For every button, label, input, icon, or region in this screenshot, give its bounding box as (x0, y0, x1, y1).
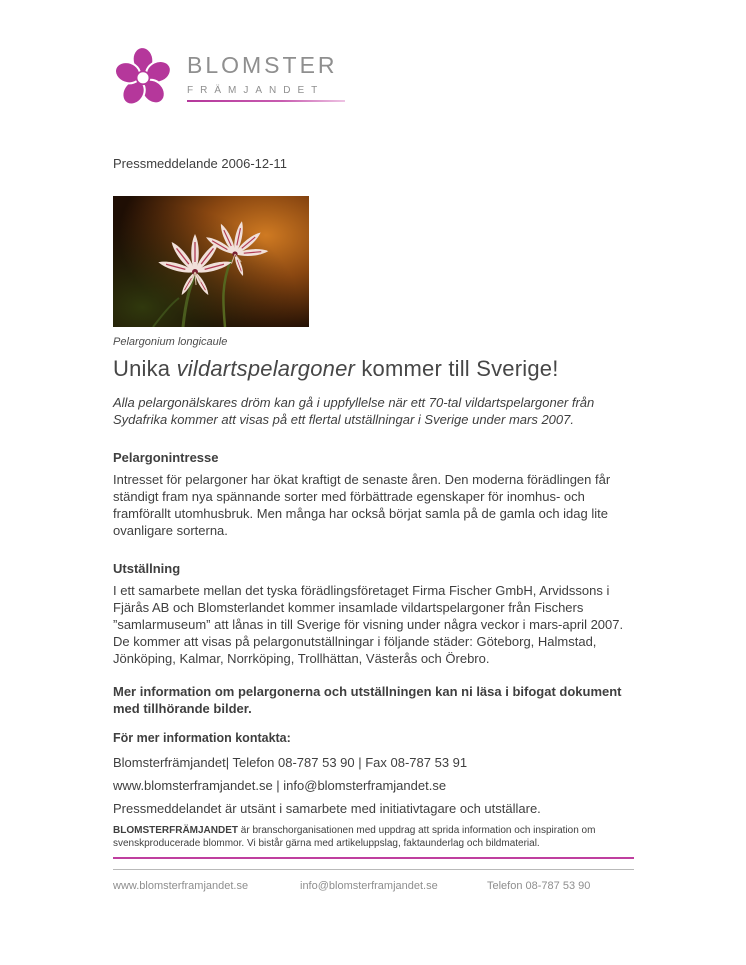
dateline: Pressmeddelande 2006-12-11 (113, 156, 287, 171)
distribution-note: Pressmeddelandet är utsänt i samarbete med initiativtagare och utställare. (113, 801, 541, 816)
headline-post: kommer till Sverige! (355, 356, 559, 381)
content-column (113, 0, 634, 892)
flower-logo-icon (113, 44, 173, 110)
photo-caption: Pelargonium longicaule (113, 336, 228, 348)
footer-email[interactable]: info@blomsterframjandet.se (300, 880, 438, 892)
link-separator: | (272, 778, 284, 793)
footer-website[interactable]: www.blomsterframjandet.se (113, 880, 249, 892)
lead-paragraph: Alla pelargonälskares dröm kan gå i uppfyllelse när ett 70-tal vildartspelargoner från Sydafrika kommer att visas på ett flertal utställningar i Sverige under mars 2007. (113, 395, 595, 427)
headline (113, 356, 634, 382)
page-footer (113, 869, 634, 892)
section-heading-utstallning: Utställning (113, 561, 181, 576)
brand-subname: FRÄMJANDET (187, 85, 325, 96)
boilerplate (113, 824, 634, 859)
email-link[interactable]: info@blomsterframjandet.se (283, 778, 447, 793)
section-body-utstallning: I ett samarbete mellan det tyska förädlingsföretaget Firma Fischer GmbH, Arvidssons i Fjärås AB och Blomsterlandet kommer insamlade vildartspelargoner från Fischers ”samlarmuseum” att lånas in till Sverige för visning under några veckor i mars-april 2007. De kommer att visas på pelargonutställningar i följande städer: Göteborg, Halmstad, Jönköping, Kalmar, Norrköping, Trollhättan, Västerås och Örebro. (113, 583, 624, 666)
contact-line: Blomsterfrämjandet| Telefon 08-787 53 90 | Fax 08-787 53 91 (113, 755, 468, 770)
brand-underline-rule (187, 100, 345, 102)
section-heading-pelargonintresse: Pelargonintresse (113, 450, 219, 465)
section-body-pelargonintresse: Intresset för pelargoner har ökat kraftigt de senaste åren. Den moderna förädlingen får ständigt fram nya spännande sorter med förbättrade egenskaper för inomhus- och framförallt utomhusbruk. Men många har också börjat samla på de gamla och idag lite ovanligare sorterna. (113, 472, 611, 538)
brand-wordmark (187, 52, 345, 102)
article-photo (113, 196, 309, 327)
more-info-paragraph: Mer information om pelargonerna och utställningen kan ni läsa i bifogat dokument med tillhörande bilder. (113, 684, 622, 716)
headline-pre: Unika (113, 356, 177, 381)
contact-links-line (113, 778, 634, 793)
brand-name: BLOMSTER (187, 52, 338, 78)
boilerplate-org-name: BLOMSTERFRÄMJANDET (113, 825, 238, 836)
brand-logo (113, 44, 373, 110)
boilerplate-text: är branschorganisationen med uppdrag att sprida information och inspiration om svenskproducerade blommor. Vi bistår gärna med artikeluppslag, faktaunderlag och bildmaterial. (113, 825, 596, 849)
headline-italic: vildartspelargoner (176, 356, 356, 381)
contact-heading: För mer information kontakta: (113, 731, 291, 745)
footer-phone: Telefon 08-787 53 90 (487, 880, 591, 892)
website-link[interactable]: www.blomsterframjandet.se (113, 778, 273, 793)
